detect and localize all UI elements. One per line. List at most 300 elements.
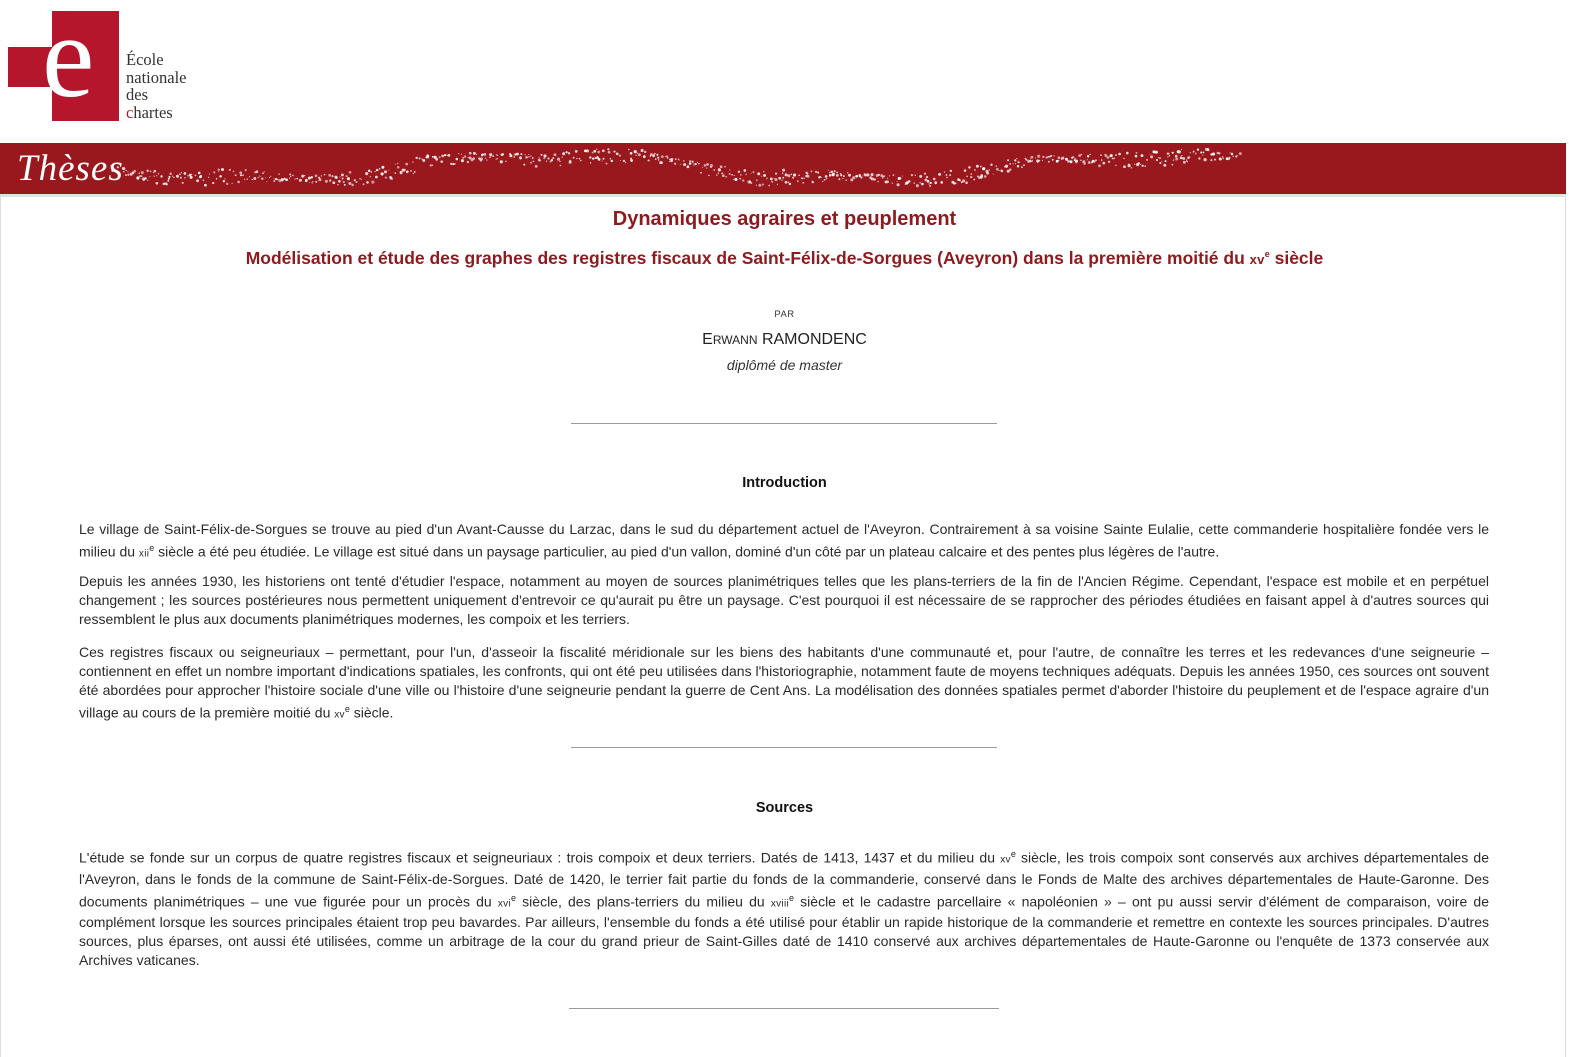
banner-ornament-dot	[1186, 159, 1187, 160]
banner-ornament-dot	[1088, 161, 1091, 164]
banner-ornament-dot	[710, 164, 713, 167]
banner-ornament-dot	[539, 157, 540, 158]
banner-ornament-dot	[1239, 152, 1242, 155]
banner-ornament-dot	[349, 171, 352, 174]
banner-ornament-dot	[195, 175, 197, 177]
sources-p1-text-a: L'étude se fonde sur un corpus de quatre registres fiscaux et seigneuriaux : trois compoix et deux terriers. Datés de 1413, 1437 et du milieu du	[79, 849, 1001, 866]
banner-ornament-dot	[253, 177, 256, 180]
banner-ornament-dot	[1167, 156, 1168, 157]
banner-ornament-dot	[126, 170, 127, 171]
intro-p1-text-a: Le village de Saint-Félix-de-Sorgues se trouve au pied d'un Avant-Causse du Larzac, dans le sud du département actuel de l'Aveyron. Contrairement à sa voisine Sainte Eulalie, cette commanderie hospitalière fondée vers le milieu du	[79, 521, 1489, 560]
divider	[569, 1008, 999, 1009]
banner-ornament-dot	[374, 171, 375, 172]
banner-ornament-dot	[1214, 159, 1216, 161]
banner-ornament-dot	[790, 173, 792, 175]
logo-line-2: nationale	[126, 67, 187, 87]
sources-p1-sup-3: e	[789, 892, 795, 903]
banner-ornament-dot	[245, 169, 247, 171]
banner-ornament-dot	[1123, 158, 1124, 159]
banner-ornament-dot	[173, 177, 174, 178]
banner-ornament-dot	[708, 175, 709, 176]
banner-ornament-dot	[980, 166, 982, 168]
banner-ornament-dot	[1208, 150, 1209, 151]
banner-ornament-dot	[1180, 156, 1183, 159]
banner-ornament-dot	[329, 179, 331, 181]
banner-ornament-dot	[962, 179, 965, 182]
banner-ornament-dot	[419, 158, 420, 159]
banner-ornament-dot	[509, 154, 512, 157]
banner-ornament-dot	[1065, 158, 1068, 161]
banner-ornament-dot	[1150, 155, 1153, 158]
banner-ornament-dot	[781, 179, 782, 180]
banner-ornament-dot	[341, 177, 343, 179]
banner-ornament-dot	[539, 159, 541, 161]
banner-ornament-dot	[412, 161, 413, 162]
banner-ornament-dot	[594, 150, 597, 153]
banner-ornament-dot	[299, 179, 302, 182]
banner-ornament-dot	[237, 181, 239, 183]
banner-ornament-dot	[721, 173, 723, 175]
banner-ornament-dot	[763, 171, 764, 172]
banner-ornament-dot	[933, 178, 936, 181]
banner-ornament-dot	[683, 160, 685, 162]
banner-ornament-dot	[244, 179, 245, 180]
banner-ornament-dot	[771, 179, 772, 180]
banner-ornament-dot	[798, 175, 800, 177]
banner-ornament-dot	[603, 158, 605, 160]
banner-ornament-dot	[296, 178, 298, 180]
banner-ornament-dot	[528, 156, 530, 158]
banner-ornament-dot	[400, 171, 403, 174]
banner-ornament-dot	[993, 173, 994, 174]
banner-ornament-dot	[847, 172, 848, 173]
banner-ornament-dot	[261, 178, 263, 180]
banner-ornament-dot	[818, 176, 820, 178]
banner-ornament-dot	[927, 180, 930, 183]
banner-ornament-dot	[319, 178, 322, 181]
banner-ornament-dot	[856, 175, 858, 177]
banner-ornament-dot	[580, 160, 582, 162]
banner-ornament-dot	[716, 174, 718, 176]
banner-ornament-dot	[359, 178, 361, 180]
banner-ornament-dot	[262, 172, 264, 174]
banner-ornament-dot	[1135, 155, 1138, 158]
banner-ornament-dot	[1108, 161, 1110, 163]
logo-line-1: École	[126, 50, 164, 69]
banner-ornament-dot	[775, 173, 777, 175]
banner-ornament-dot	[1169, 155, 1170, 156]
banner-ornament-dot	[189, 174, 191, 176]
banner-ornament-dot	[397, 166, 400, 169]
banner-ornament-dot	[1087, 155, 1089, 157]
banner-ornament-dot	[1173, 159, 1175, 161]
banner-ornament-dot	[1140, 164, 1141, 165]
banner-ornament-dot	[1000, 170, 1002, 172]
banner-ornament-dot	[483, 153, 486, 156]
banner-title[interactable]: Thèses	[17, 148, 124, 189]
banner-ornament-dot	[661, 155, 664, 158]
banner-ornament-dot	[743, 169, 746, 172]
banner-ornament-dot	[729, 173, 731, 175]
banner-ornament-dot	[1018, 161, 1020, 163]
banner-ornament-dot	[368, 170, 371, 173]
intro-p3-sup: e	[344, 704, 350, 714]
divider	[571, 423, 997, 424]
banner-ornament-dot	[550, 160, 552, 162]
intro-p3-text-b: siècle.	[349, 704, 394, 721]
banner-ornament-dot	[154, 175, 155, 176]
banner-ornament-dot	[229, 169, 231, 171]
banner-ornament-dot	[1155, 151, 1158, 154]
banner-ornament-dot	[219, 175, 221, 177]
banner-ornament-dot	[520, 158, 522, 160]
sources-p1-century-1: xv	[1000, 854, 1011, 866]
banner-ornament-dot	[852, 176, 855, 179]
banner-ornament-dot	[1175, 158, 1178, 161]
banner-ornament-dot	[141, 175, 143, 177]
banner-ornament-dot	[458, 153, 459, 154]
banner-ornament-dot	[782, 169, 785, 172]
banner-ornament-dot	[628, 149, 630, 151]
banner-ornament-dot	[435, 158, 438, 161]
banner-ornament-dot	[1178, 150, 1181, 153]
banner-ornament-dot	[259, 176, 261, 178]
banner-ornament-dot	[450, 163, 452, 165]
banner-ornament-dot	[698, 163, 700, 165]
banner-ornament-dot	[589, 156, 591, 158]
banner-ornament-dot	[840, 174, 842, 176]
banner-ornament-dot	[270, 176, 271, 177]
banner-ornament-dot	[689, 160, 691, 162]
intro-paragraph-3	[79, 643, 1489, 725]
banner-ornament-dot	[750, 182, 752, 184]
banner-ornament-dot	[1172, 164, 1174, 166]
banner-ornament-dot	[694, 163, 696, 165]
banner-ornament-dot	[216, 178, 217, 179]
banner-ornament-dot	[275, 178, 277, 180]
banner-ornament-dot	[187, 175, 189, 177]
banner-ornament-dot	[802, 182, 804, 184]
banner-ornament-dot	[704, 164, 707, 167]
banner-ornament-dot	[184, 172, 187, 175]
banner-ornament-dot	[249, 176, 250, 177]
banner-ornament-dot	[756, 185, 757, 186]
sources-p1-century-2: xvi	[497, 898, 511, 910]
intro-p3-text-a: Ces registres fiscaux ou seigneuriaux – permettant, pour l'un, d'asseoir la fiscalité méridionale sur les biens des habitants d'une communauté et, pour l'autre, de connaître les terres et les redevances d'une seigneurie – contiennent en effet un nombre important d'indications spatiales, les confronts, qui ont été peu utilisées dans l'historiographie, notamment faute de moyens techniques adéquats. Depuis les années 1950, ces sources ont souvent été abordées pour approcher l'histoire sociale d'une ville ou l'histoire d'une seigneurie pendant la guerre de Cent Ans. La modélisation des données spatiales permet d'aborder l'histoire du peuplement et de l'espace agraire d'un village au cours de la première moitié du	[79, 644, 1489, 721]
banner-ornament-dot	[543, 154, 546, 157]
banner-ornament-dot	[738, 171, 740, 173]
banner-ornament-dot	[641, 149, 644, 152]
banner-ornament-dot	[444, 154, 446, 156]
banner-ornament-dot	[1025, 159, 1027, 161]
banner-ornament-dot	[355, 181, 357, 183]
banner-ornament-dot	[167, 180, 169, 182]
banner-ornament-dot	[1110, 154, 1113, 157]
intro-paragraph-2: Depuis les années 1930, les historiens ont tenté d'étudier l'espace, notamment au moyen de sources planimétriques telles que les plans-terriers de la fin de l'Ancien Régime. Cependant, l'espace est mobile et en perpétuel changement ; les sources postérieures nous permettent uniquement d'entrevoir ce qu'aurait pu être un paysage. C'est pourquoi il est nécessaire de se rapprocher des périodes étudiées en faisant appel à d'autres sources qui ressemblent le plus aux documents planimétriques modernes, les compoix et les terriers.	[79, 573, 1489, 627]
banner-ornament-dot	[1095, 159, 1097, 161]
banner-ornament-dot	[1030, 160, 1032, 162]
banner-ornament-dot	[1186, 161, 1187, 162]
content-frame-right	[1565, 194, 1566, 1057]
banner-ornament-dot	[525, 154, 526, 155]
banner-ornament-dot	[1037, 162, 1038, 163]
banner-ornament-dot	[1081, 154, 1083, 156]
banner-ornament-dot	[223, 180, 225, 182]
banner-ornament-dot	[428, 157, 430, 159]
banner-ornament-dot	[758, 184, 761, 187]
banner-ornament-dot	[768, 185, 770, 187]
subtitle-century: xv	[1249, 252, 1265, 267]
banner-ornament-dot	[305, 179, 307, 181]
banner-ornament-dot	[1183, 161, 1186, 164]
banner-ornament-dot	[406, 170, 409, 173]
banner-ornament-dot	[859, 175, 861, 177]
author-initial: E	[702, 331, 713, 348]
banner-ornament-dot	[1075, 162, 1076, 163]
banner-ornament-dot	[775, 178, 778, 181]
banner-ornament-dot	[1009, 163, 1011, 165]
banner-ornament-dot	[199, 175, 202, 178]
banner-ornament-dot	[430, 164, 432, 166]
banner-ornament-dot	[793, 173, 796, 176]
banner-ornament-dot	[787, 174, 790, 177]
banner-ornament-dot	[785, 181, 788, 184]
banner-ornament-dot	[982, 167, 985, 170]
banner-ornament-dot	[706, 163, 709, 166]
banner-ornament-dot	[281, 178, 284, 181]
banner-ornament-dot	[1181, 155, 1182, 156]
banner-ornament-dot	[1202, 155, 1203, 156]
banner-ornament-dot	[481, 156, 482, 157]
banner-ornament-dot	[797, 180, 799, 182]
banner-ornament-dot	[1015, 163, 1016, 164]
banner-ornament-dot	[533, 161, 535, 163]
banner-ornament-dot	[376, 169, 378, 171]
banner-ornament-dot	[535, 165, 538, 168]
banner-ornament-dot	[592, 152, 594, 154]
banner-ornament-dot	[569, 161, 572, 164]
banner-ornament-dot	[605, 163, 607, 165]
banner-ornament-dot	[1056, 160, 1059, 163]
banner-ornament-dot	[976, 165, 979, 168]
banner-ornament-dot	[469, 152, 472, 155]
banner-ornament-dot	[576, 158, 577, 159]
banner-ornament-dot	[619, 154, 621, 156]
banner-ornament-dot	[1107, 156, 1110, 159]
banner-ornament-dot	[729, 169, 730, 170]
banner-ornament-dot	[141, 171, 144, 174]
banner-ornament-dot	[273, 180, 275, 182]
banner-ornament-dot	[528, 154, 529, 155]
banner-ornament-dot	[339, 176, 340, 177]
banner-ornament-dot	[940, 181, 943, 184]
banner-ornament-dot	[264, 171, 265, 172]
banner-ornament-dot	[909, 181, 910, 182]
banner-ornament-dot	[1048, 161, 1050, 163]
logo-wordmark	[126, 51, 186, 121]
intro-p1-sup: e	[149, 543, 155, 553]
banner-ornament-dot	[638, 153, 641, 156]
banner-ornament-dot	[1061, 156, 1064, 159]
banner-ornament-dot	[1037, 155, 1040, 158]
banner-ornament-dot	[1172, 152, 1174, 154]
banner-ornament-dot	[426, 154, 429, 157]
banner-ornament-dot	[311, 176, 313, 178]
banner-ornament-dot	[397, 163, 398, 164]
banner-ornament-dot	[928, 183, 929, 184]
banner-ornament-dot	[968, 166, 970, 168]
school-logo[interactable]	[8, 0, 208, 125]
banner-ornament-dot	[1222, 156, 1224, 158]
banner-ornament-dot	[878, 174, 880, 176]
banner-ornament-dot	[896, 181, 897, 182]
banner-ornament-dot	[834, 170, 836, 172]
banner-ornament-dot	[492, 155, 494, 157]
banner-ornament-dot	[547, 157, 549, 159]
banner-ornament-dot	[733, 179, 734, 180]
banner-ornament-dot	[392, 179, 393, 180]
banner-ornament-dot	[172, 176, 173, 177]
banner-ornament-dot	[1009, 168, 1011, 170]
banner-ornament-dot	[467, 161, 469, 163]
banner-ornament-dot	[965, 181, 968, 184]
intro-p1-century: xii	[138, 548, 150, 560]
banner-ornament-dot	[209, 174, 210, 175]
banner-ornament-dot	[523, 164, 525, 166]
banner-ornament-dot	[1042, 160, 1043, 161]
banner-ornament-dot	[496, 158, 497, 159]
banner-ornament-dot	[989, 169, 990, 170]
content-frame-left	[0, 194, 1, 1057]
banner-ornament-dot	[973, 179, 975, 181]
banner-ornament-dot	[1098, 164, 1101, 167]
banner-ornament-dot	[1052, 159, 1054, 161]
banner-ornament-dot	[447, 154, 450, 157]
banner-ornament-dot	[661, 161, 664, 164]
banner-ornament-dot	[873, 178, 876, 181]
banner-ornament-dot	[198, 172, 201, 175]
banner-ornament-dot	[347, 177, 350, 180]
banner-ornament-dot	[980, 176, 983, 179]
banner-ornament-dot	[462, 157, 464, 159]
banner-dotted-wave-ornament	[0, 143, 1566, 194]
theses-banner	[0, 143, 1566, 197]
banner-ornament-dot	[156, 175, 157, 176]
banner-ornament-dot	[889, 175, 890, 176]
banner-ornament-dot	[625, 162, 626, 163]
banner-ornament-dot	[1161, 161, 1162, 162]
banner-ornament-dot	[893, 174, 895, 176]
banner-ornament-dot	[1136, 152, 1138, 154]
banner-ornament-dot	[915, 175, 916, 176]
banner-ornament-dot	[815, 171, 817, 173]
intro-p3-century: xv	[334, 709, 345, 721]
banner-ornament-dot	[984, 175, 987, 178]
banner-ornament-dot	[1219, 157, 1222, 160]
banner-ornament-dot	[422, 159, 425, 162]
banner-ornament-dot	[598, 158, 601, 161]
banner-ornament-dot	[946, 174, 948, 176]
banner-ornament-dot	[179, 173, 181, 175]
banner-ornament-dot	[637, 152, 638, 153]
banner-ornament-dot	[866, 173, 868, 175]
author-last: RAMONDENC	[757, 331, 867, 348]
banner-ornament-dot	[226, 183, 228, 185]
banner-ornament-dot	[441, 154, 444, 157]
banner-ornament-dot	[530, 155, 531, 156]
banner-ornament-dot	[1038, 160, 1040, 162]
banner-ornament-dot	[289, 178, 290, 179]
banner-ornament-dot	[655, 158, 657, 160]
banner-ornament-dot	[986, 170, 989, 173]
banner-ornament-dot	[309, 182, 310, 183]
banner-ornament-dot	[480, 158, 483, 161]
banner-ornament-dot	[212, 182, 214, 184]
banner-ornament-dot	[821, 177, 822, 178]
banner-ornament-dot	[1023, 164, 1025, 166]
banner-ornament-dot	[718, 168, 721, 171]
banner-ornament-dot	[842, 178, 843, 179]
banner-ornament-dot	[127, 171, 128, 172]
banner-ornament-dot	[777, 184, 778, 185]
banner-ornament-dot	[385, 177, 387, 179]
banner-ornament-dot	[944, 171, 945, 172]
banner-ornament-dot	[806, 173, 808, 175]
banner-ornament-dot	[559, 161, 560, 162]
banner-ornament-dot	[825, 175, 828, 178]
banner-ornament-dot	[285, 178, 288, 181]
sources-p1-sup-1: e	[1010, 849, 1016, 859]
banner-ornament-dot	[929, 185, 931, 187]
banner-ornament-dot	[836, 174, 839, 177]
banner-ornament-dot	[233, 171, 235, 173]
banner-ornament-dot	[1070, 160, 1073, 163]
banner-ornament-dot	[652, 154, 655, 157]
banner-ornament-dot	[165, 182, 167, 184]
banner-ornament-dot	[379, 168, 381, 170]
banner-ornament-dot	[506, 161, 507, 162]
banner-ornament-dot	[1232, 155, 1234, 157]
banner-ornament-dot	[657, 157, 659, 159]
banner-ornament-dot	[136, 176, 139, 179]
banner-ornament-dot	[1193, 151, 1195, 153]
banner-ornament-dot	[831, 171, 834, 174]
banner-ornament-dot	[803, 177, 805, 179]
banner-ornament-dot	[208, 177, 209, 178]
banner-ornament-dot	[147, 170, 149, 172]
banner-ornament-dot	[388, 170, 389, 171]
banner-ornament-dot	[950, 170, 952, 172]
banner-ornament-dot	[224, 178, 225, 179]
banner-ornament-dot	[525, 156, 527, 158]
banner-ornament-dot	[190, 176, 193, 179]
banner-ornament-dot	[501, 153, 504, 156]
banner-ornament-dot	[1030, 158, 1031, 159]
banner-ornament-dot	[864, 173, 866, 175]
banner-ornament-dot	[158, 173, 160, 175]
banner-ornament-dot	[635, 154, 637, 156]
banner-ornament-dot	[414, 171, 416, 173]
banner-ornament-dot	[631, 160, 633, 162]
banner-ornament-dot	[338, 180, 341, 183]
banner-ornament-dot	[1083, 162, 1086, 165]
banner-ornament-dot	[801, 177, 803, 179]
banner-ornament-dot	[413, 173, 414, 174]
banner-ornament-dot	[312, 181, 313, 182]
banner-ornament-dot	[1142, 165, 1144, 167]
banner-ornament-dot	[351, 184, 354, 187]
banner-ornament-dot	[886, 180, 889, 183]
